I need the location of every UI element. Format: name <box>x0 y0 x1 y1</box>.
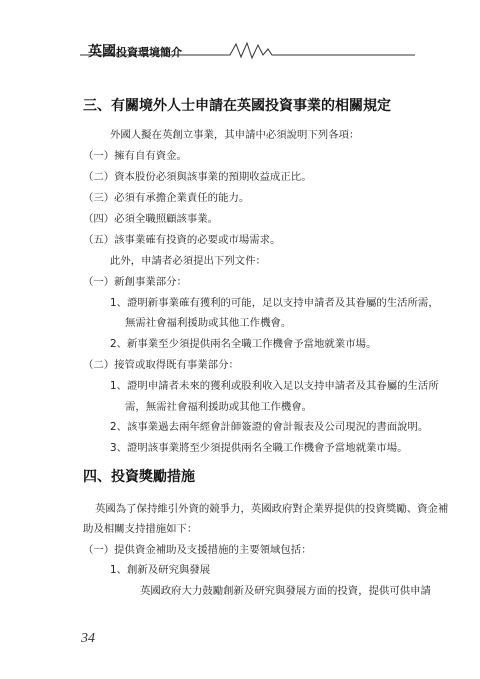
requirement-item-1: （一）擁有自有資金。 <box>83 150 187 162</box>
takeover-label: （二）接管或取得既有事業部分： <box>83 359 239 371</box>
takeover-point-1-line-2: 需，無需社會福利援助或其他工作機會。 <box>125 401 313 413</box>
documents-intro: 此外，申請者必須提出下列文件： <box>110 255 266 267</box>
section-4-heading: 四、投資獎勵措施 <box>83 469 195 485</box>
new-business-point-2: 2、新事業至少須提供兩名全職工作機會予當地就業市場。 <box>110 338 377 350</box>
header-title-country: 英國 <box>88 44 116 60</box>
innovation-rd-item: 1、創新及研究與發展 <box>110 564 211 576</box>
section-4-intro-line-1: 英國為了保持維引外資的競爭力，英國政府對企業界提供的投資獎勵、資金補 <box>95 503 449 515</box>
new-business-point-1-line-2: 無需社會福利援助或其他工作機會。 <box>125 317 292 329</box>
funding-support-label: （一）提供資金補助及支援措施的主要領域包括： <box>83 544 312 556</box>
header-title-subject: 投資環境簡介 <box>116 46 182 59</box>
requirement-item-2: （二）資本股份必須與該事業的預期收益成正比。 <box>83 171 312 183</box>
requirement-item-3: （三）必須有承擔企業責任的能力。 <box>83 192 250 204</box>
takeover-point-1-line-1: 1、證明申請者未來的獲利或股利收入足以支持申請者及其眷屬的生活所 <box>110 380 439 392</box>
header-heartbeat-line <box>80 40 415 60</box>
requirement-item-5: （五）該事業確有投資的必要或市場需求。 <box>83 234 281 246</box>
takeover-point-3: 3、證明該事業將至少須提供兩名全職工作機會予當地就業市場。 <box>110 442 408 454</box>
innovation-rd-text: 英國政府大力鼓勵創新及研究與發展方面的投資，提供可供申請 <box>140 585 431 597</box>
section-3-intro: 外國人擬在英創立事業，其申請中必須說明下列各項： <box>110 129 360 141</box>
new-business-point-1-line-1: 1、證明新事業確有獲利的可能，足以支持申請者及其眷屬的生活所需， <box>110 297 439 309</box>
requirement-item-4: （四）必須全職照顧該事業。 <box>83 213 219 225</box>
takeover-point-2: 2、該事業過去兩年經會計師簽證的會計報表及公司現況的書面說明。 <box>110 421 429 433</box>
page-number: 34 <box>81 631 95 646</box>
section-3-heading: 三、有關境外人士申請在英國投資事業的相關規定 <box>83 98 391 114</box>
section-4-intro-line-2: 助及相關支持措施如下： <box>83 523 198 535</box>
new-business-label: （一）新創事業部分： <box>83 276 187 288</box>
